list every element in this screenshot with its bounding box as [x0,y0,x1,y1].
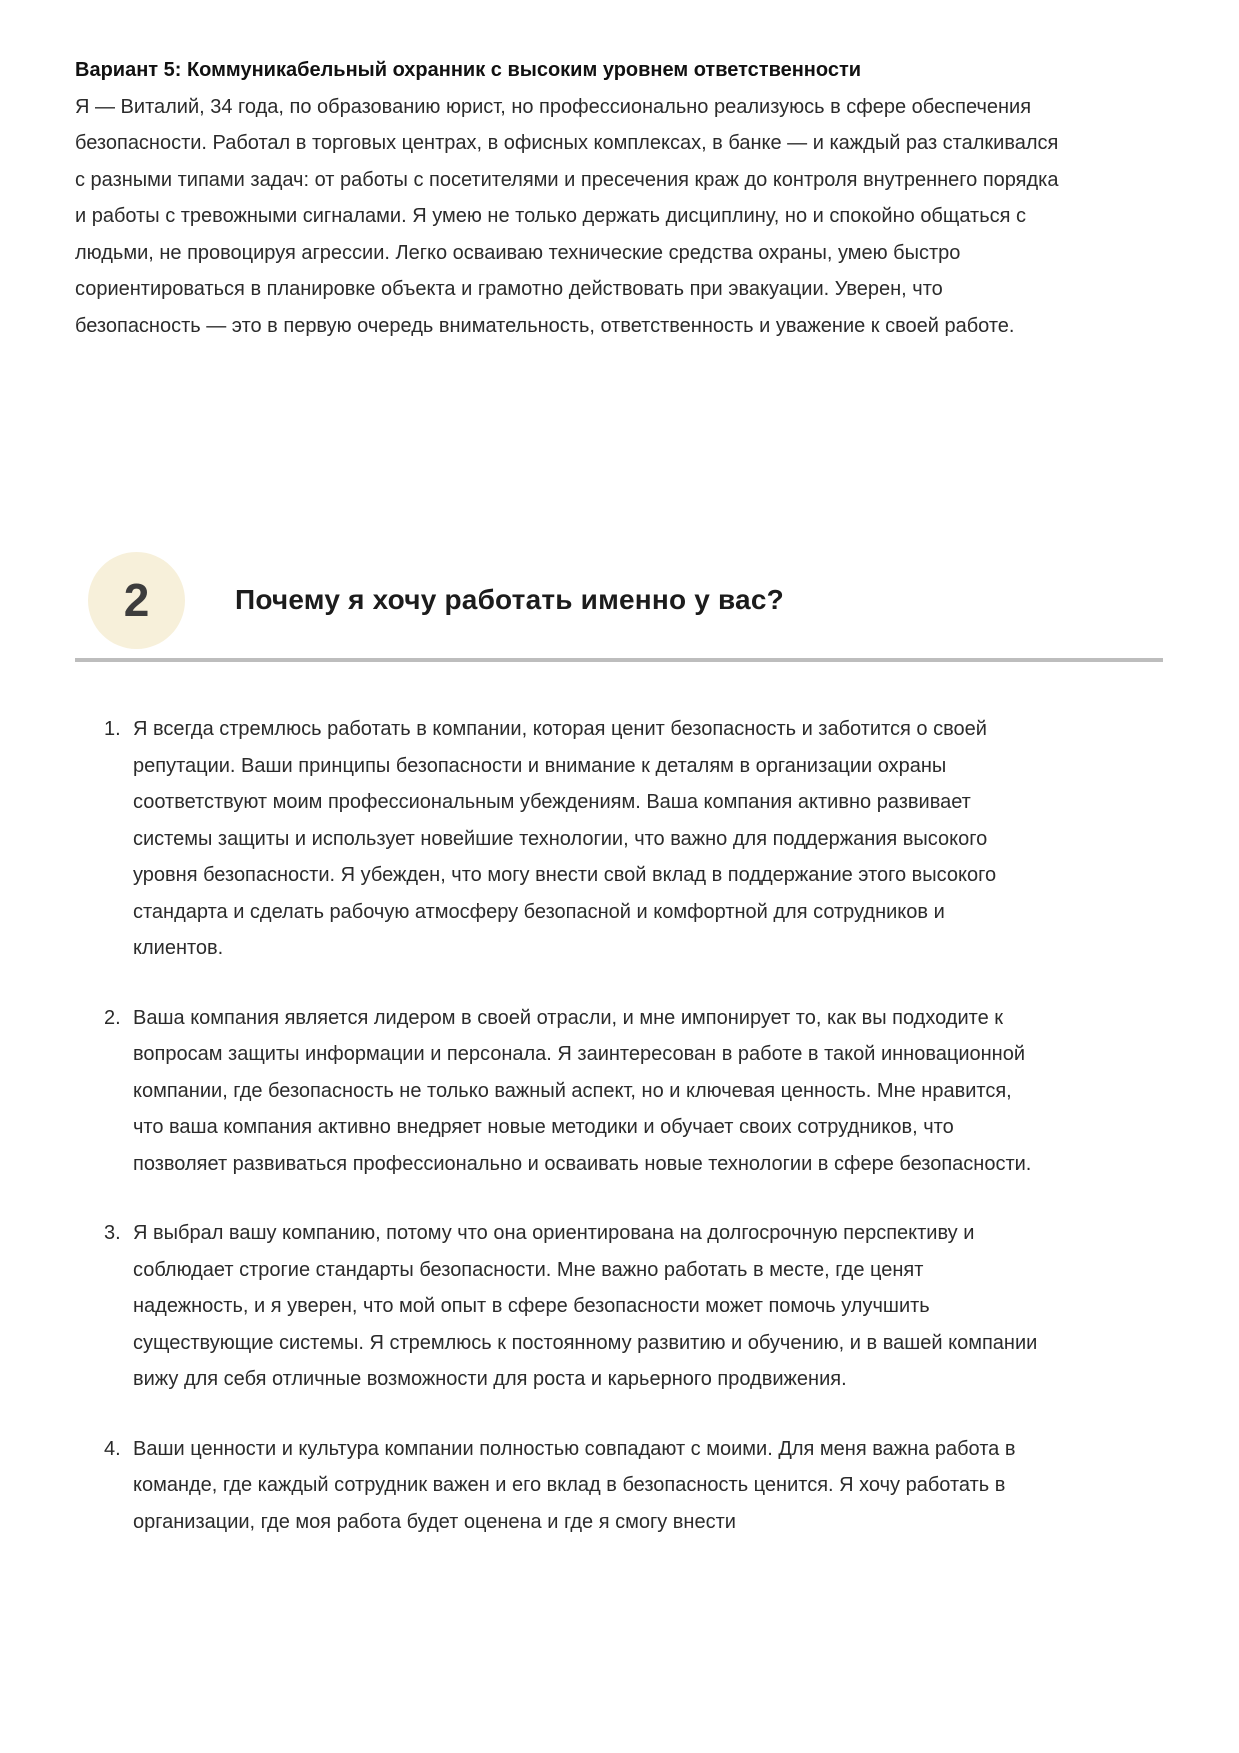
section-title: Почему я хочу работать именно у вас? [235,584,784,615]
reason-item-1: Я всегда стремлюсь работать в компании, которая ценит безопасность и заботится о своей репутации. Ваши принципы безопасности и внимание к деталям в организации охраны соответствуют моим профессиональным убеждениям. Ваша компания активно развивает системы защиты и использует новейшие технологии, что важно для поддержания высокого уровня безопасности. Я убежден, что могу внести свой вклад в поддержание этого высокого стандарта и сделать рабочую атмосферу безопасной и комфортной для сотрудников и клиентов. [133,718,997,959]
section-number-badge [88,552,185,649]
reason-item-3: Я выбрал вашу компанию, потому что она ориентирована на долгосрочную перспективу и соблюдает строгие стандарты безопасности. Мне важно работать в месте, где ценят надежность, и я уверен, что мой опыт в сфере безопасности может помочь улучшить существующие системы. Я стремлюсь к постоянному развитию и обучению, и в вашей компании вижу для себя отличные возможности для роста и карьерного продвижения. [133,1222,1038,1390]
reasons-list [75,711,1040,1540]
section-number: 2 [123,574,150,626]
intro-block [75,52,1060,344]
reason-item-4: Ваши ценности и культура компании полностью совпадают с моими. Для меня важна работа в команде, где каждый сотрудник важен и его вклад в безопасность ценится. Я хочу работать в организации, где моя работа будет оценена и где я смогу внести [133,1437,1016,1533]
section-header [75,551,1163,649]
intro-paragraph: Я — Виталий, 34 года, по образованию юрист, но профессионально реализуюсь в сфере обеспечения безопасности. Работал в торговых центрах, в офисных комплексах, в банке — и каждый раз сталкивался с разными типами задач: от работы с посетителями и пресечения краж до контроля внутреннего порядка и работы с тревожными сигналами. Я умею не только держать дисциплину, но и спокойно общаться с людьми, не провоцируя агрессии. Легко осваиваю технические средства охраны, умею быстро сориентироваться в планировке объекта и грамотно действовать при эвакуации. Уверен, что безопасность — это в первую очередь внимательность, ответственность и уважение к своей работе. [75,95,1059,337]
variant-heading: Вариант 5: Коммуникабельный охранник с высоким уровнем ответственности [75,59,862,81]
reason-item-2: Ваша компания является лидером в своей отрасли, и мне импонирует то, как вы подходите к вопросам защиты информации и персонала. Я заинтересован в работе в такой инновационной компании, где безопасность не только важный аспект, но и ключевая ценность. Мне нравится, что ваша компания активно внедряет новые методики и обучает своих сотрудников, что позволяет развиваться профессионально и осваивать новые технологии в сфере безопасности. [133,1006,1032,1175]
section-divider [75,658,1163,662]
